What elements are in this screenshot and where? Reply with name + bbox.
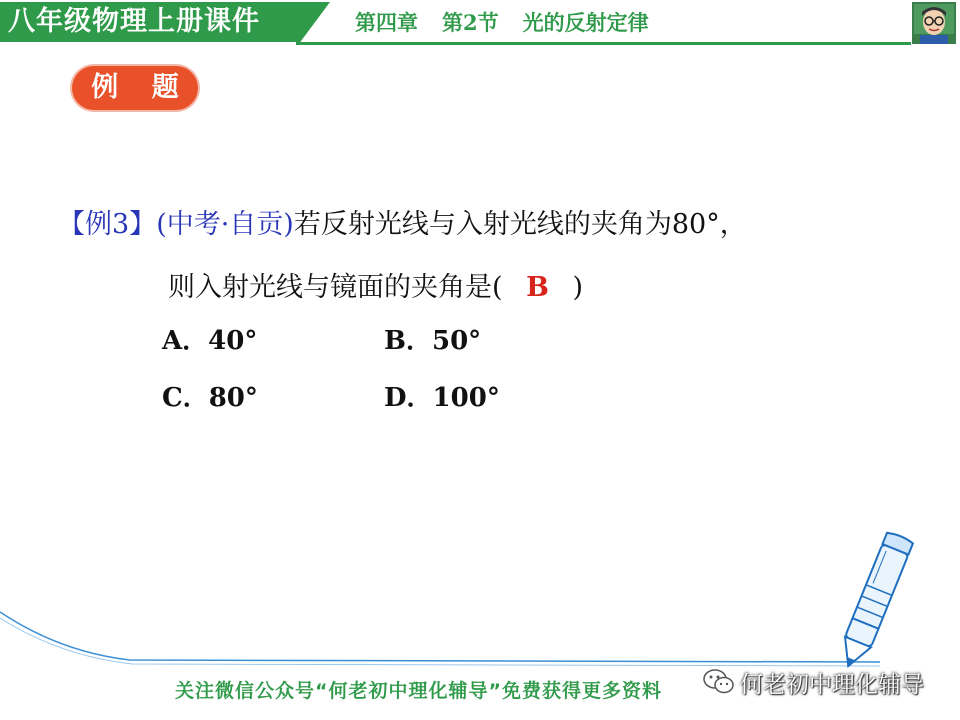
- question-line-1: [58, 203, 747, 247]
- question-source: (中考·自贡): [156, 209, 294, 240]
- header-divider: [296, 42, 911, 45]
- option-d: D．100°: [384, 383, 500, 413]
- answer-blank: [503, 266, 573, 310]
- option-b: B．50°: [384, 326, 482, 356]
- question-text-2: 则入射光线与镜面的夹角是(: [168, 272, 503, 303]
- example-badge: 例 题: [72, 66, 198, 110]
- question-tag: 【例3】: [58, 209, 157, 240]
- chapter-label: 第四章: [355, 10, 418, 35]
- teacher-avatar-icon: [912, 2, 956, 44]
- wechat-watermark: [702, 664, 957, 700]
- answer-value: B: [526, 272, 549, 303]
- wechat-icon: [702, 667, 736, 697]
- footer-promo: 关注微信公众号“何老初中理化辅导”免费获得更多资料: [175, 680, 662, 702]
- question-text-1: 若反射光线与入射光线的夹角为80°，: [293, 209, 747, 240]
- section-label: 第2节: [442, 10, 499, 35]
- question-text-2-end: ): [572, 272, 584, 303]
- lesson-label: 光的反射定律: [522, 10, 649, 35]
- option-a: A．40°: [162, 326, 258, 356]
- question-line-2: [168, 266, 583, 310]
- chapter-heading: [355, 8, 673, 38]
- course-title: 八年级物理上册课件: [8, 6, 260, 37]
- wechat-account-name: 何老初中理化辅导: [740, 671, 924, 698]
- option-c: C．80°: [162, 383, 258, 413]
